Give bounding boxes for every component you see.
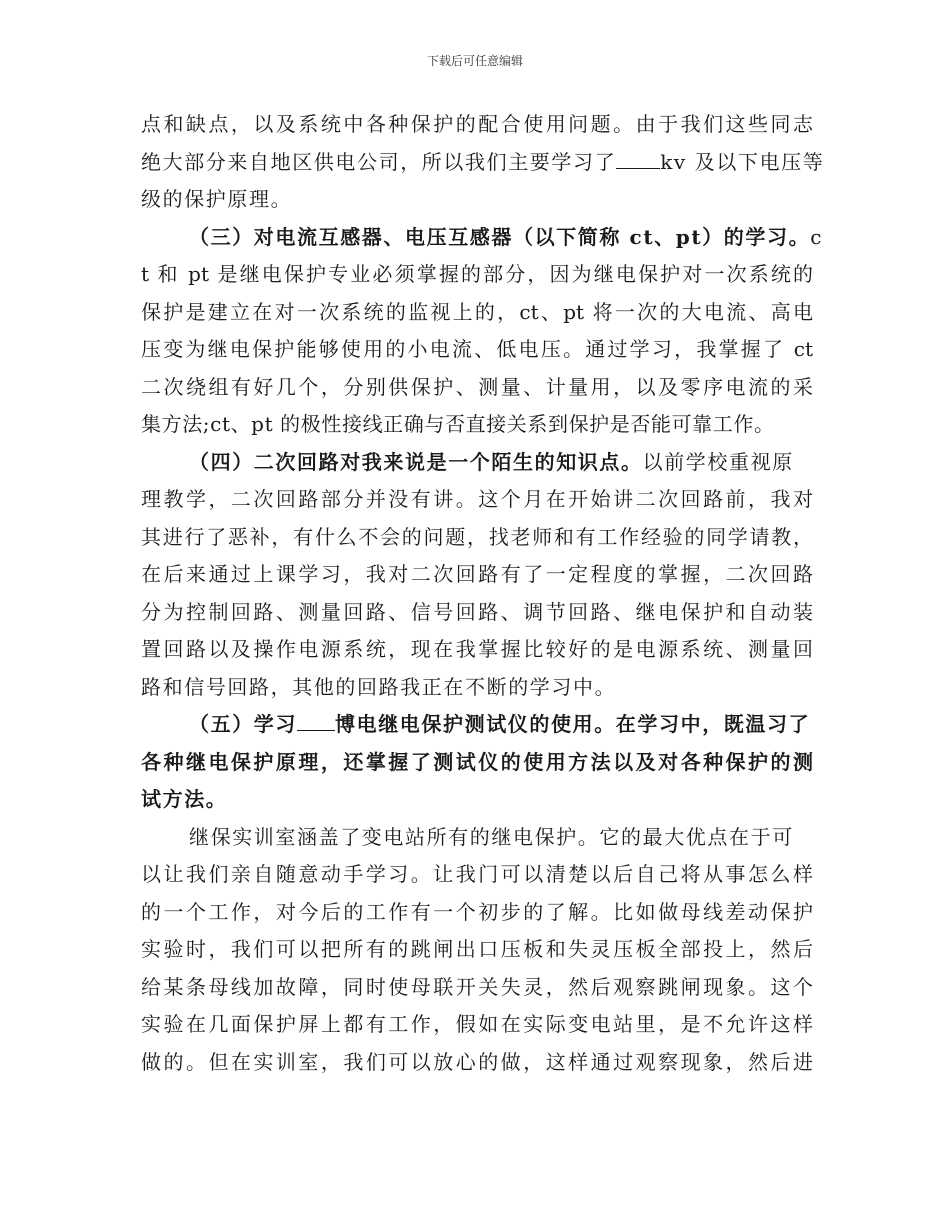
paragraph-line: 压变为继电保护能够使用的小电流、低电压。通过学习，我掌握了 ct (141, 337, 813, 361)
section-heading: （三）对电流互感器、电压互感器（以下简称 ct、pt）的学习。 (189, 224, 811, 249)
paragraph-line: 以让我们亲自随意动手学习。让我门可以清楚以后自己将从事怎么样 (141, 862, 813, 886)
text-span: 博电继电保护测试仪的使用。在学习中，既温习了 (335, 712, 811, 736)
paragraph-line: 集方法;ct、pt 的极性接线正确与否直接关系到保护是否能可靠工作。 (141, 412, 775, 436)
paragraph-line: 做的。但在实训室，我们可以放心的做，这样通过观察现象，然后进 (141, 1049, 813, 1074)
paragraph-line: 置回路以及操作电源系统，现在我掌握比较好的是电源系统、测量回 (141, 637, 813, 661)
fill-blank (616, 146, 660, 169)
paragraph-line (141, 444, 813, 482)
paragraph-line: 实验时，我们可以把所有的跳闸出口压板和失灵压板全部投上，然后 (141, 937, 813, 961)
fill-blank (297, 708, 335, 731)
text-span: kv 及以下电压等 (660, 149, 825, 174)
paragraph-line: 的一个工作，对今后的工作有一个初步的了解。比如做母线差动保护 (141, 899, 813, 924)
paragraph-line: 点和缺点，以及系统中各种保护的配合使用问题。由于我们这些同志 (141, 112, 813, 136)
document-body (141, 106, 825, 1081)
paragraph-line: 各种继电保护原理，还掌握了测试仪的使用方法以及对各种保护的测 (141, 749, 813, 774)
text-span: 绝大部分来自地区供电公司，所以我们主要学习了 (141, 149, 617, 174)
paragraph-line: 实验在几面保护屏上都有工作，假如在实际变电站里，是不允许这样 (141, 1012, 813, 1036)
paragraph-line: 级的保护原理。 (141, 187, 293, 211)
paragraph-line: 理教学，二次回路部分并没有讲。这个月在开始讲二次回路前，我对 (141, 487, 813, 511)
paragraph-line: 在后来通过上课学习，我对二次回路有了一定程度的掌握，二次回路 (141, 562, 813, 586)
paragraph-line: 保护是建立在对一次系统的监视上的，ct、pt 将一次的大电流、高电 (141, 299, 813, 324)
section-heading: （四）二次回路对我来说是一个陌生的知识点。 (189, 449, 643, 474)
paragraph-line: 试方法。 (141, 787, 228, 811)
paragraph-line: 路和信号回路，其他的回路我正在不断的学习中。 (141, 674, 617, 699)
paragraph-line: 给某条母线加故障，同时使母联开关失灵，然后观察跳闸现象。这个 (141, 974, 813, 999)
section-heading: （五）学习 (189, 712, 297, 736)
paragraph-line: 其进行了恶补，有什么不会的问题，找老师和有工作经验的同学请教， (141, 524, 813, 549)
paragraph-line: 二次绕组有好几个，分别供保护、测量、计量用，以及零序电流的采 (141, 374, 813, 399)
paragraph-line: 继保实训室涵盖了变电站所有的继电保护。它的最大优点在于可 (189, 824, 794, 849)
paragraph-line (141, 219, 824, 257)
paragraph-line (141, 706, 813, 744)
page-header: 下载后可任意编辑 (426, 54, 523, 68)
paragraph-line: 分为控制回路、测量回路、信号回路、调节回路、继电保护和自动装 (141, 599, 813, 624)
text-span: 以前学校重视原 (642, 449, 794, 474)
paragraph-line: t 和 pt 是继电保护专业必须掌握的部分，因为继电保护对一次系统的 (141, 262, 813, 286)
paragraph-line (141, 144, 825, 182)
text-span: c (810, 224, 824, 249)
